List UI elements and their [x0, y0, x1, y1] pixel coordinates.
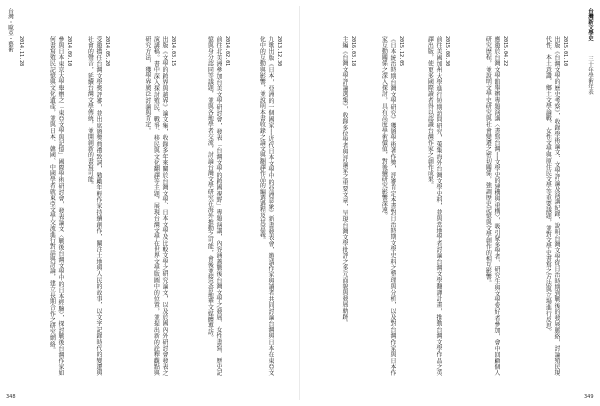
entry-text: 前往美國加州大學進行短期訪問研究，蒐集海外台灣文學史料，並與當地學者討論台灣文學翻譯計畫，推動台灣文學作品之英譯出版，使更多國際讀者得以認識台灣作家之創作成果。	[426, 36, 442, 376]
entry-year: 2013.12.30	[276, 36, 282, 67]
entry-year: 2014.09.10	[66, 36, 72, 67]
entry-year: 2014.02.01	[224, 36, 230, 67]
right-running-header: 台灣新文學史	[587, 8, 593, 41]
entry-text: 出版《文學的跨界與越界》論文集，收錄多年來關於台灣文學、日本文學及比較文學之研究論文，以及於國內外研討會發表之演講稿。書中深入探討殖民、戰爭、移民與文化翻譯等主題，展現台灣文學在世界文學版圖中的位置，並提出新的詮釋觀點與研究方法，獲學界廣泛討論與肯定。	[143, 36, 168, 376]
entry-year: 2014.05.20	[104, 36, 110, 67]
right-page-number: 349	[584, 394, 594, 400]
entry-text: 前往北美洲參加台美文學研討會，發表「台灣文學的跨國視野」專題演講，內容涵蓋戰後台灣文學之發展、女性書寫、歷史記憶與身分認同等議題，並與各地學者交流，討論台灣文學研究在海外推動之可能，會後並接受當地華文媒體專訪。	[206, 36, 222, 376]
entry-year: 2015.12.05	[398, 36, 404, 67]
right-page	[300, 0, 600, 406]
entry-text: 受邀擔任台灣文學獎評審，並出席頒獎典禮致詞，勉勵年輕作家持續創作，關注土地與人民的故事，以文字記錄時代的變遷與社會的聲音，延續台灣文學傳統，並開創新的書寫可能。	[86, 36, 102, 376]
entry-text: 九歌出版《日本，亞洲的一個國家──近代日本文學中的亞洲意象》新書發表會，邀請作家與讀者共同討論台灣與日本在東亞文化中的互動與影響，並說明本書收錄之論文與翻譯作品的編選過程及其意義。	[258, 36, 274, 376]
entry-text: 參與日本東京大學舉辦之「東亞文學與記憶」國際學術研討會，發表論文〈戰後台灣文學中的日本經驗〉，探討戰後台灣作家如何書寫殖民記憶與文化遺產，並與日本、韓國、中國學者就東亞文學交流進行對話與討論，建立長期合作之研究網絡。	[48, 36, 64, 376]
entry-year: 2014.11.28	[18, 36, 24, 67]
entry-text: 主編《台灣文學評論選集》，收錄多位學者與評論家之重要文章，呈現台灣文學批評之多元面貌與發展軌跡。	[341, 36, 348, 326]
entry-year: 2015.08.30	[444, 36, 450, 67]
entry-year: 2015.01.10	[562, 36, 568, 67]
entry-year: 2016.03.18	[350, 36, 356, 67]
entry-year: 2015.04.22	[502, 36, 508, 67]
entry-text: 《日本統治時期台灣文學研究》獲頒學術著作獎，評審肯定本書對日治時期文學史料之整理與分析，以及對台灣作家與日本作家互動關係之深入探討，具有高度學術價值，對後續研究影響深遠。	[380, 36, 396, 376]
right-running-subheader: 三十年學術年表	[587, 56, 593, 95]
left-page-number: 348	[6, 394, 16, 400]
left-running-header: 台灣・歐亞・藝術	[7, 8, 13, 52]
entry-year: 2014.03.15	[170, 36, 176, 67]
entry-text: 出版《台灣文學的歷史考察》，收錄學術論文、文學評論及演講紀錄，說明台灣文學從日治時期到戰後的發展脈絡，討論殖民現代性、本土意識、鄉土文學論戰、女性文學與原住民文學等重要議題，並對文學史書寫之方法與立場進行反思。	[544, 36, 560, 376]
entry-text: 應邀於台灣文學館舉辦專題演講〈書寫台灣──文學史的建構與重構〉，吸引眾多學者、研究生與文學愛好者參加，會中回顧個人研究歷程，並說明文學史研究與社會變遷之密切關係，強調歷史記憶與文學創作的相互影響。	[484, 36, 500, 376]
